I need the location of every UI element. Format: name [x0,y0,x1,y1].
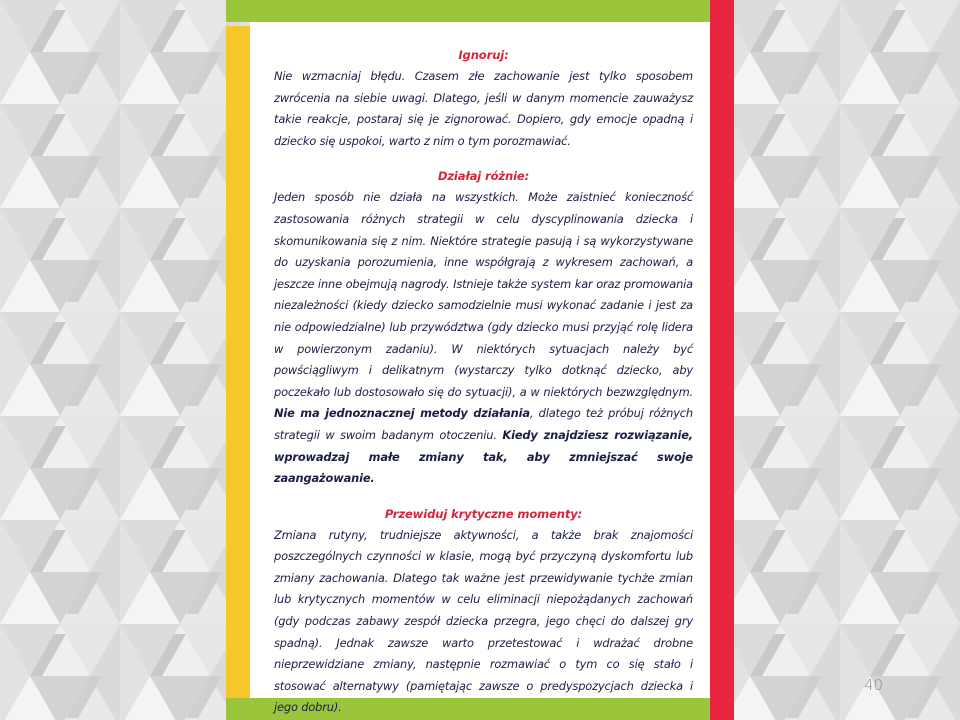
section-dzialaj-roznie [274,165,693,489]
section-title: Ignoruj: [458,48,509,62]
body-text: , dlatego też próbuj różnych strategii w swoim badanym otoczeniu. [274,406,693,442]
section-title: Przewiduj krytyczne momenty: [384,506,583,521]
section-przewiduj [274,503,693,719]
section-ignoruj [274,44,693,152]
body-bold-text: Kiedy znajdziesz rozwiązanie, wprowadzaj małe zmiany tak, aby zmniejszać swoje zaangażowanie. [274,427,693,486]
section-body: Nie wzmacniaj błędu. Czasem złe zachowanie jest tylko sposobem zwrócenia na siebie uwagi. Dlatego, jeśli w danym momencie zauważysz takie reakcje, postaraj się je zignorować. Dopiero, gdy emocje opadną i dziecko się uspokoi, warto z nim o tym porozmawiać. [274,69,693,148]
red-right-strip [710,0,734,720]
body-bold-text: Nie ma jednoznacznej metody działania [274,406,530,421]
page-content [274,44,693,719]
body-text: Jeden sposób nie działa na wszystkich. Może zaistnieć konieczność zastosowania różnych strategii w celu dyscyplinowania dziecka i skomunikowania się z nim. Niektóre strategie pasują i są wykorzystywane do uzyskania porozumienia, inne współgrają z wykresem zachowań, a jeszcze inne obejmują nagrody. Istnieje także system kar oraz promowania niezależności (kiedy dziecko samodzielnie musi wykonać zadanie i jest za nie odpowiedzialne) lub przywództwa (gdy dziecko musi przyjąć rolę lidera w powierzonym zadaniu). W niektórych sytuacjach należy być powściągliwym i delikatnym (wystarczy tylko dotknąć dziecko, aby poczekało lub dostosowało się do sytuacji), a w niektórych bezwzględnym. [274,190,693,399]
yellow-left-strip [226,26,250,720]
section-body: Zmiana rutyny, trudniejsze aktywności, a także brak znajomości poszczególnych czynności w klasie, mogą być przyczyną dyskomfortu lub zmiany zachowania. Dlatego tak ważne jest przewidywanie tychże zmian lub krytycznych momentów w celu eliminacji niepożądanych zachowań (gdy podczas zabawy zespół dziecka przegra, jego chęci do dalszej gry spadną). Jednak zawsze warto przetestować i wdrażać drobne nieprzewidziane zmiany, następnie rozmawiać o tym co się stało i stosować alternatywy (pamiętając zawsze o predyspozycjach dziecka i jego dobru). [274,527,693,715]
section-title: Działaj różnie: [437,169,530,184]
page-number: 40 [864,676,884,694]
green-top-strip [226,0,710,22]
document-page [250,22,710,715]
section-body [274,187,693,489]
